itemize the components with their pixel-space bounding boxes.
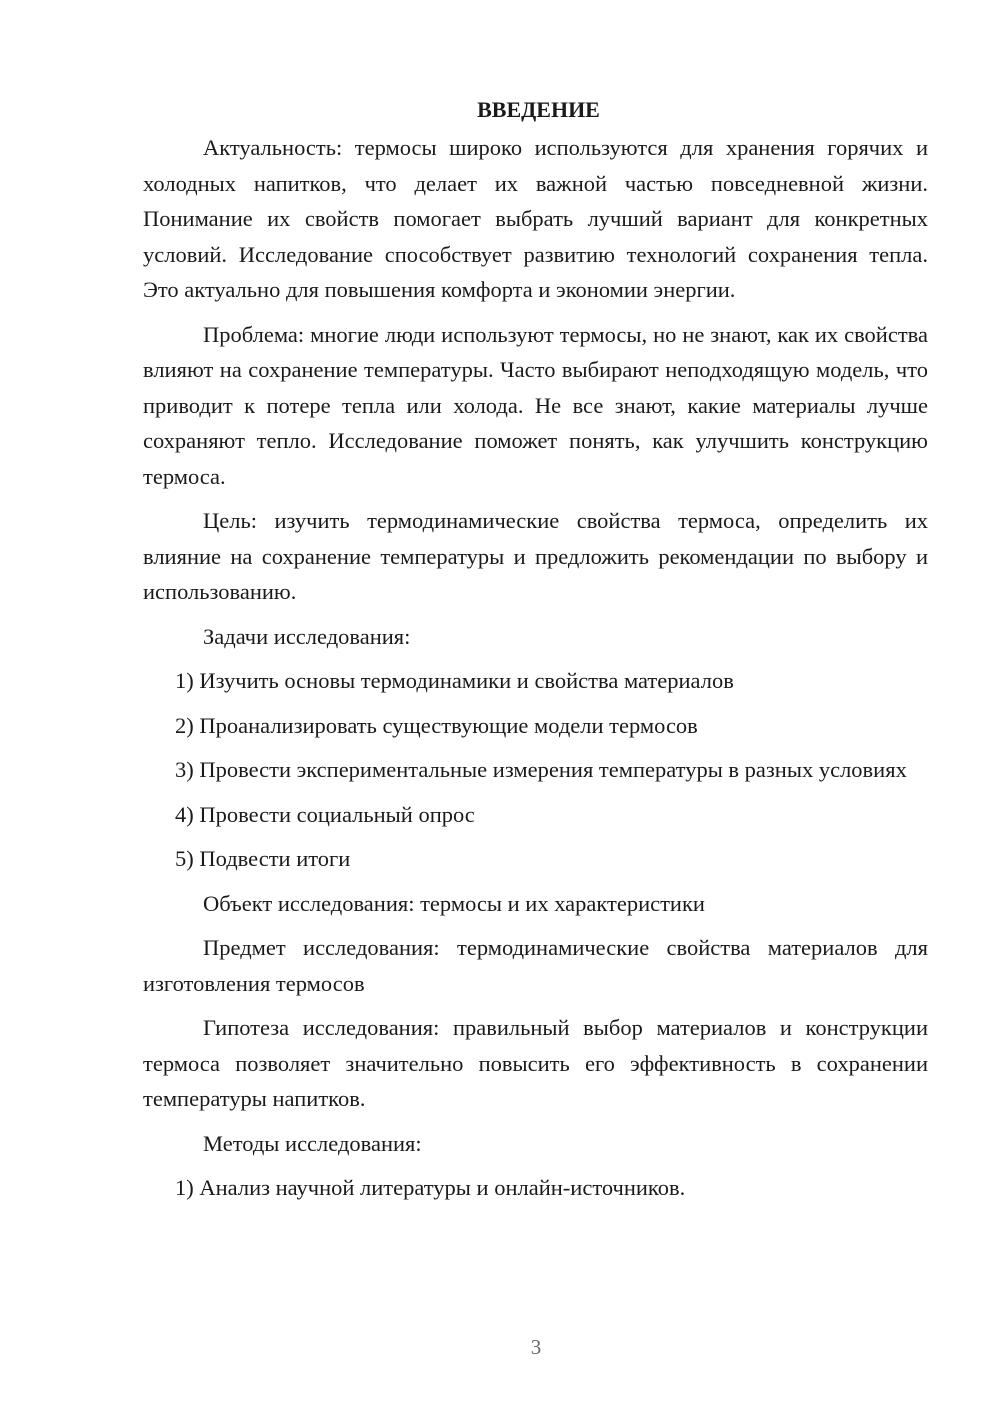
section-heading: ВВЕДЕНИЕ xyxy=(477,97,600,122)
task-item: 1) Изучить основы термодинамики и свойства материалов xyxy=(175,668,734,693)
page-number: 3 xyxy=(530,1335,542,1359)
tasks-heading: Задачи исследования: xyxy=(203,623,411,649)
method-item: 1) Анализ научной литературы и онлайн-источников. xyxy=(175,1175,686,1200)
task-item: 5) Подвести итоги xyxy=(175,846,351,871)
paragraph-goal: Цель: изучить термодинамические свойства термоса, определить их влияние на сохранение температуры и предложить рекомендации по выбору и использованию. xyxy=(143,508,928,604)
task-item: 2) Проанализировать существующие модели термосов xyxy=(175,712,698,738)
paragraph-problem: Проблема: многие люди используют термосы, но не знают, как их свойства влияют на сохранение температуры. Часто выбирают неподходящую модель, что приводит к потере тепла или холода. Не все знают, какие материалы лучше сохраняют тепло. Исследование поможет понять, как улучшить конструкцию термоса. xyxy=(143,321,928,489)
paragraph-object: Объект исследования: термосы и их характеристики xyxy=(203,890,705,916)
task-item: 3) Провести экспериментальные измерения температуры в разных условиях xyxy=(175,757,907,782)
paragraph-relevance: Актуальность: термосы широко используются для хранения горячих и холодных напитков, что делает их важной частью повседневной жизни. Понимание их свойств помогает выбрать лучший вариант для конкретных условий. Исследование способствует развитию технологий сохранения тепла. Это актуально для повышения комфорта и экономии энергии. xyxy=(143,135,928,302)
paragraph-hypothesis: Гипотеза исследования: правильный выбор материалов и конструкции термоса позволяет значительно повысить его эффективность в сохранении температуры напитков. xyxy=(143,1015,928,1111)
methods-heading: Методы исследования: xyxy=(203,1130,422,1156)
page-content xyxy=(143,92,928,1215)
paragraph-subject: Предмет исследования: термодинамические свойства материалов для изготовления термосов xyxy=(143,935,928,996)
task-item: 4) Провести социальный опрос xyxy=(175,801,475,827)
